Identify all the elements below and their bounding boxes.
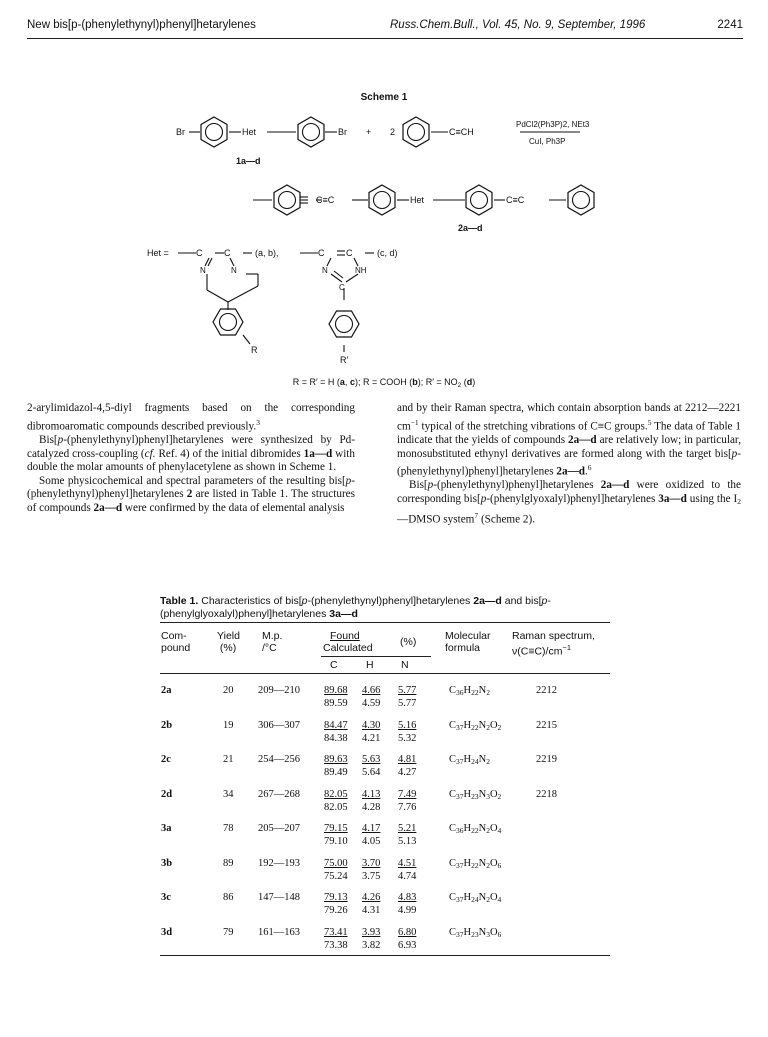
svg-text:NH: NH: [355, 266, 367, 275]
cell-found-n: 5.77: [398, 685, 417, 696]
cell-formula: $C_{37}H_{24}N_2O_4$: [449, 892, 502, 904]
label-cc-left: C≡C: [316, 195, 335, 205]
cell-calc-c: 79.26: [324, 905, 348, 916]
header-raman: Raman spectrum, $\nu(C\equiv C)/cm^{-1}$: [512, 630, 595, 658]
header-percent: (%): [400, 636, 417, 648]
table-top-rule: [160, 622, 610, 623]
cell-formula: $C_{37}H_{23}N_3O_6$: [449, 926, 502, 939]
header-calculated: Calculated: [323, 642, 373, 654]
cell-calc-n: 5.32: [398, 732, 417, 744]
header-h: H: [366, 659, 374, 671]
het-cd-label: (c, d): [377, 248, 398, 258]
header-mp: M.p. /°C: [262, 630, 283, 654]
plus-sign: +: [366, 127, 372, 137]
header-title: New bis[p-(phenylethynyl)phenyl]hetarylenes: [27, 19, 256, 31]
cell-calc-h: 4.05: [362, 836, 381, 847]
cell-calc-c: 89.49: [324, 767, 348, 778]
cell-found-n: 5.16: [398, 719, 417, 731]
cell-calc-n: 5.13: [398, 836, 417, 847]
svg-text:C: C: [318, 248, 325, 258]
paragraph: 2-arylimidazol-4,5-diyl fragments based on the corresponding dibromoaromatic compounds described previously.$^3$: [27, 402, 355, 433]
cell-mp: 192—193: [258, 857, 300, 869]
cell-mp: 161—163: [258, 926, 300, 938]
cell-formula: $C_{36}H_{22}N_2O_4$: [449, 823, 502, 835]
table-row: [160, 685, 610, 711]
scheme-title: Scheme 1: [360, 92, 408, 103]
paragraph: Bis[p-(phenylethynyl)phenyl]hetarylenes were synthesized by Pd-catalyzed cross-coupling (cf. Ref. 4) of the initial dibromides 1a—d with double the molar amounts of phenylacetylene as shown in Scheme 1.: [27, 433, 356, 474]
table-row: [160, 754, 610, 780]
svg-text:C: C: [346, 248, 353, 258]
r-prime-label: R′: [340, 355, 349, 365]
table-row: [160, 720, 610, 746]
cell-calc-c: 82.05: [324, 801, 348, 813]
cell-calc-n: 4.27: [398, 767, 417, 778]
paragraph: Bis[p-(phenylethynyl)phenyl]hetarylenes 2a—d were oxidized to the corresponding bis[p-(phenylglyoxalyl)phenyl]hetarylenes 3a—d using the $I_2—DMSO$ system$^7$ (Scheme 2).: [397, 479, 741, 526]
cell-mp: 267—268: [258, 788, 300, 800]
paragraph: and by their Raman spectra, which contain absorption bands at 2212—2221 $cm^{-1}$ typical of the stretching vibrations of C≡C groups.$^5$ The data of Table 1 indicate that the yields of compounds 2a—d are relatively low; in particular, monosubstituted ethynyl derivatives are formed along with the target bis[p-(phenylethynyl)phenyl]hetarylenes 2a—d.$^6$: [397, 402, 741, 478]
header-found: Found: [330, 630, 360, 642]
cell-formula: $C_{37}H_{23}N_3O_2$: [449, 788, 502, 801]
cell-found-c: 89.68: [324, 685, 348, 696]
reagent-bottom: CuI, Ph3P: [529, 137, 566, 146]
reagent-top: PdCl2(Ph3P)2, NEt3: [516, 120, 590, 129]
cell-calc-h: 4.31: [362, 905, 381, 916]
table-row: [160, 789, 610, 815]
table-row: [160, 892, 610, 918]
reaction-scheme: [0, 0, 768, 400]
svg-text:N: N: [200, 266, 206, 275]
table-row: [160, 858, 610, 884]
cell-yield: 19: [223, 719, 234, 731]
cell-found-h: 4.66: [362, 685, 381, 696]
cell-yield: 21: [223, 754, 234, 765]
header-formula: Molecular formula: [445, 630, 491, 654]
cell-found-h: 4.30: [362, 719, 381, 731]
header-compound: Com- pound: [161, 630, 191, 654]
left-column: [27, 402, 355, 515]
cell-calc-n: 5.77: [398, 698, 417, 709]
cell-mp: 205—207: [258, 823, 300, 834]
cell-raman: 2215: [536, 719, 557, 731]
cell-calc-h: 4.21: [362, 732, 381, 744]
label-het-product: Het: [410, 195, 425, 205]
cell-calc-n: 7.76: [398, 801, 417, 813]
cell-raman: 2218: [536, 788, 557, 800]
scheme-footer: R = R′ = H (a, c); R = COOH (b); $R' = NO_2$ (d): [292, 377, 476, 389]
cell-formula: $C_{37}H_{22}N_2O_6$: [449, 857, 502, 870]
cell-compound: 2a: [161, 685, 172, 696]
svg-text:N: N: [231, 266, 237, 275]
cell-found-n: 4.83: [398, 892, 417, 903]
cell-yield: 78: [223, 823, 234, 834]
header-n: N: [401, 659, 409, 671]
cell-calc-c: 89.59: [324, 698, 348, 709]
cell-yield: 79: [223, 926, 234, 938]
cell-yield: 34: [223, 788, 234, 800]
cell-compound: 2c: [161, 754, 171, 765]
cell-found-c: 82.05: [324, 788, 348, 800]
subheader-rule: [321, 656, 431, 657]
label-br-left: Br: [176, 127, 185, 137]
paragraph: Some physicochemical and spectral parameters of the resulting bis[p-(phenylethynyl)phenyl]hetarylenes 2 are listed in Table 1. The structures of compounds 2a—d were confirmed by the data of elemental analysis: [27, 474, 355, 514]
cell-calc-n: 6.93: [398, 939, 417, 951]
cell-mp: 306—307: [258, 719, 300, 731]
cell-calc-h: 3.82: [362, 939, 381, 951]
cell-found-n: 7.49: [398, 788, 417, 800]
cell-yield: 86: [223, 892, 234, 903]
cell-found-c: 79.15: [324, 823, 348, 834]
cell-found-c: 73.41: [324, 926, 348, 938]
cell-found-c: 75.00: [324, 857, 348, 869]
cell-compound: 3d: [161, 926, 173, 938]
cell-calc-c: 75.24: [324, 870, 348, 882]
label-het-start: Het: [242, 127, 257, 137]
cell-found-c: 79.13: [324, 892, 348, 903]
cell-formula: $C_{36}H_{22}N_2$: [449, 685, 490, 697]
cell-found-n: 5.21: [398, 823, 417, 834]
cell-found-h: 4.26: [362, 892, 381, 903]
cell-mp: 147—148: [258, 892, 300, 903]
het-ab-label: (a, b),: [255, 248, 279, 258]
r-label: R: [251, 345, 258, 355]
cell-compound: 2d: [161, 788, 173, 800]
cell-calc-c: 73.38: [324, 939, 348, 951]
table-row: [160, 927, 610, 953]
table-bottom-rule: [160, 955, 610, 956]
cell-found-n: 4.81: [398, 754, 417, 765]
page-number: 2241: [717, 19, 743, 31]
right-column: [397, 402, 741, 527]
cell-found-h: 3.70: [362, 857, 381, 869]
het-definition: Het =: [147, 248, 169, 258]
cell-calc-c: 79.10: [324, 836, 348, 847]
cell-calc-h: 4.28: [362, 801, 381, 813]
cell-found-c: 89.63: [324, 754, 348, 765]
svg-text:C: C: [224, 248, 231, 258]
product-label: 2a—d: [458, 223, 483, 233]
svg-text:C: C: [339, 283, 345, 292]
cell-raman: 2219: [536, 754, 557, 765]
header-c: C: [330, 659, 338, 671]
table-header-rule: [160, 673, 610, 674]
cell-found-c: 84.47: [324, 719, 348, 731]
cell-found-h: 3.93: [362, 926, 381, 938]
label-br-right: Br: [338, 127, 347, 137]
table-caption: Table 1. Characteristics of bis[p-(phenylethynyl)phenyl]hetarylenes 2a—d and bis[p-(phenylglyoxalyl)phenyl]hetarylenes 3a—d: [160, 595, 551, 620]
header-yield: Yield (%): [217, 630, 240, 654]
label-cc-right: C≡C: [506, 195, 525, 205]
svg-text:C: C: [196, 248, 203, 258]
starting-material-label: 1a—d: [236, 156, 261, 166]
cell-compound: 3a: [161, 823, 172, 834]
cell-calc-n: 4.99: [398, 905, 417, 916]
cell-formula: $C_{37}H_{24}N_2$: [449, 754, 490, 766]
cell-calc-h: 4.59: [362, 698, 381, 709]
table-row: [160, 823, 610, 849]
cell-found-h: 4.17: [362, 823, 381, 834]
cell-mp: 209—210: [258, 685, 300, 696]
cell-found-n: 4.51: [398, 857, 417, 869]
cell-found-h: 4.13: [362, 788, 381, 800]
cell-calc-h: 5.64: [362, 767, 381, 778]
cell-compound: 3c: [161, 892, 171, 903]
cell-found-n: 6.80: [398, 926, 417, 938]
svg-text:N: N: [322, 266, 328, 275]
label-cch: C≡CH: [449, 127, 474, 137]
cell-raman: 2212: [536, 685, 557, 696]
cell-found-h: 5.63: [362, 754, 381, 765]
cell-calc-n: 4.74: [398, 870, 417, 882]
cell-mp: 254—256: [258, 754, 300, 765]
cell-compound: 2b: [161, 719, 173, 731]
cell-compound: 3b: [161, 857, 173, 869]
cell-yield: 20: [223, 685, 234, 696]
cell-formula: $C_{37}H_{22}N_2O_2$: [449, 719, 502, 732]
coefficient: 2: [390, 127, 396, 137]
cell-calc-h: 3.75: [362, 870, 381, 882]
cell-yield: 89: [223, 857, 234, 869]
header-journal: Russ.Chem.Bull., Vol. 45, No. 9, September, 1996: [390, 19, 646, 31]
cell-calc-c: 84.38: [324, 732, 348, 744]
